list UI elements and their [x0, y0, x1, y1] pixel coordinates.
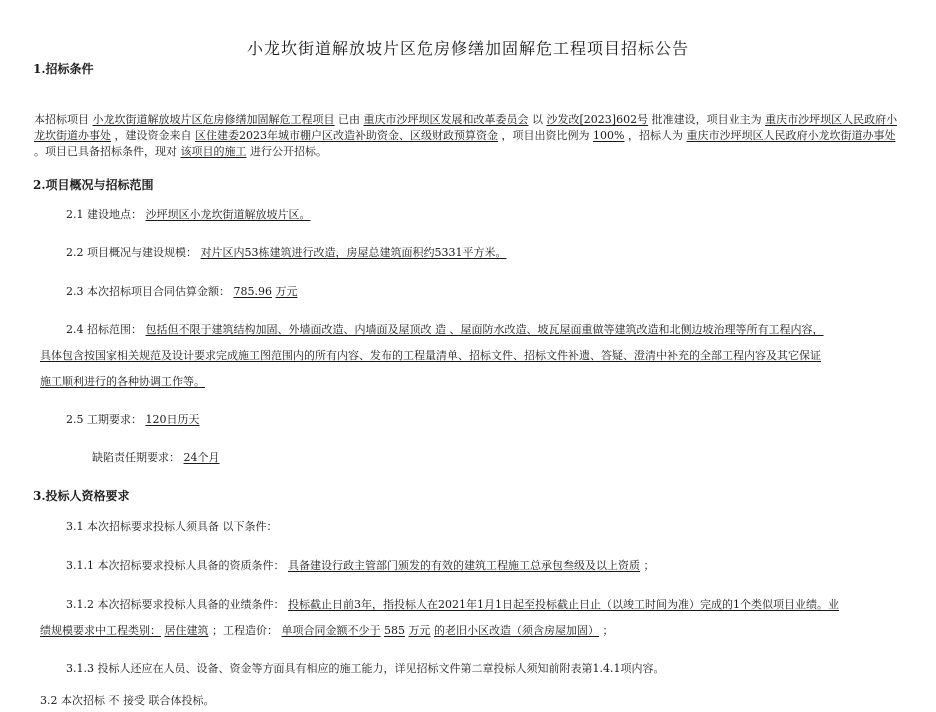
warranty-value: 24个月: [183, 451, 220, 464]
tender-range-line-1: [66, 322, 824, 338]
scale-row: [66, 245, 507, 261]
intro-i: 进行公开招标。: [250, 145, 327, 158]
cost-tail: 的老旧小区改造（须含房屋加固）: [434, 624, 599, 637]
requirement-3-1-3: 3.1.3 投标人还应在人员、设备、资金等方面具有相应的施工能力，详见招标文件第二章投标人须知前附表第1.4.1项内容。: [66, 662, 665, 675]
funding-ratio: 100%: [593, 129, 625, 142]
category-value: 居住建筑: [164, 624, 209, 637]
cost-text: 单项合同金额不少于: [281, 624, 381, 637]
requirement-3-1-2-line-1: [66, 597, 839, 613]
warranty-label: 缺陷责任期要求：: [92, 451, 180, 464]
range-text-1: 包括但不限于建筑结构加固、外墙面改造、内墙面及屋顶改 造 、屋面防水改造、坡瓦屋面重做等建筑改造和北侧边坡治理等所有工程内容，: [145, 323, 824, 336]
section-3-heading: 3.投标人资格要求: [33, 489, 130, 503]
contract-price-row: [66, 284, 298, 300]
requirement-3-2: 3.2 本次招标 不 接受 联合体投标。: [40, 694, 215, 707]
requirement-3-1-1: [66, 558, 654, 574]
tenderer: 重庆市沙坪坝区人民政府小龙坎街道办事处: [686, 129, 896, 142]
cost-unit: 万元: [408, 624, 431, 637]
price-unit: 万元: [275, 285, 298, 298]
cost-label: ；工程造价：: [212, 624, 278, 637]
range-label: 2.4 招标范围：: [66, 323, 142, 336]
performance-label: 3.1.2 本次招标要求投标人具备的业绩条件：: [66, 598, 285, 611]
site-label: 2.1 建设地点：: [66, 208, 142, 221]
funding-source: 区住建委2023年城市棚户区改造补助资金、区级财政预算资金: [195, 129, 498, 142]
intro-b: 已由: [338, 113, 360, 126]
intro-h: 。项目已具备招标条件，现对: [34, 145, 177, 158]
site-value: 沙坪坝区小龙坎街道解放坡片区。: [145, 208, 311, 221]
cost-amount: 585: [384, 624, 405, 637]
page-title: 小龙坎街道解放坡片区危房修缮加固解危工程项目招标公告: [246, 39, 689, 58]
intro-e: ，建设资金来自: [114, 129, 192, 142]
price-label: 2.3 本次招标项目合同估算金额：: [66, 285, 230, 298]
intro-c: 以: [532, 113, 543, 126]
approval-doc-no: 沙发改[2023]602号: [546, 113, 649, 126]
qualification-value: 具备建设行政主管部门颁发的有效的建筑工程施工总承包叁级及以上资质: [287, 559, 640, 572]
price-value: 785.96: [233, 285, 272, 298]
category-label: 绩规模要求中工程类别：: [40, 624, 161, 637]
approver: 重庆市沙坪坝区发展和改革委员会: [363, 113, 529, 126]
tender-range-line-3: 施工顺利进行的各种协调工作等。: [40, 375, 205, 388]
tender-scope: 该项目的施工: [180, 145, 247, 158]
scale-label: 2.2 项目概况与建设规模：: [66, 246, 197, 259]
cost-end: ；: [602, 624, 614, 637]
intro-a: 本招标项目: [34, 113, 89, 126]
construction-period-row: [66, 412, 200, 428]
section-2-heading: 2.项目概况与招标范围: [33, 178, 154, 192]
qualification-label: 3.1.1 本次招标要求投标人具备的资质条件：: [66, 559, 285, 572]
intro-f: ，项目出资比例为: [501, 129, 590, 142]
requirement-3-1-2-line-2: [40, 623, 614, 639]
period-label: 2.5 工期要求：: [66, 413, 142, 426]
project-name: 小龙坎街道解放坡片区危房修缮加固解危工程项目: [92, 113, 335, 126]
project-owner: 重庆市沙坪坝区人民政府小龙坎街道办事处: [34, 113, 898, 142]
period-value: 120日历天: [145, 413, 200, 426]
tender-range-line-2: 具体包含按国家相关规范及设计要求完成施工图范围内的所有内容、发布的工程量清单、招标文件、招标文件补遗、答疑、澄清中补充的全部工程内容及其它保证: [40, 349, 821, 362]
requirement-3-1: 3.1 本次招标要求投标人须具备 以下条件：: [66, 520, 278, 533]
performance-value: 投标截止日前3年，指投标人在2021年1月1日起至投标截止日止（以竣工时间为准）完成的1个类似项目业绩。业: [287, 598, 839, 611]
intro-g: ，招标人为: [627, 129, 683, 142]
section-1-heading: 1.招标条件: [33, 62, 94, 76]
qualification-end: ；: [643, 559, 655, 572]
intro-d: 批准建设，项目业主为: [651, 113, 762, 126]
scale-value: 对片区内53栋建筑进行改造，房屋总建筑面积约5331平方米。: [200, 246, 507, 259]
tender-conditions-paragraph: [34, 112, 904, 160]
warranty-row: [92, 450, 220, 466]
construction-site-row: [66, 207, 311, 223]
